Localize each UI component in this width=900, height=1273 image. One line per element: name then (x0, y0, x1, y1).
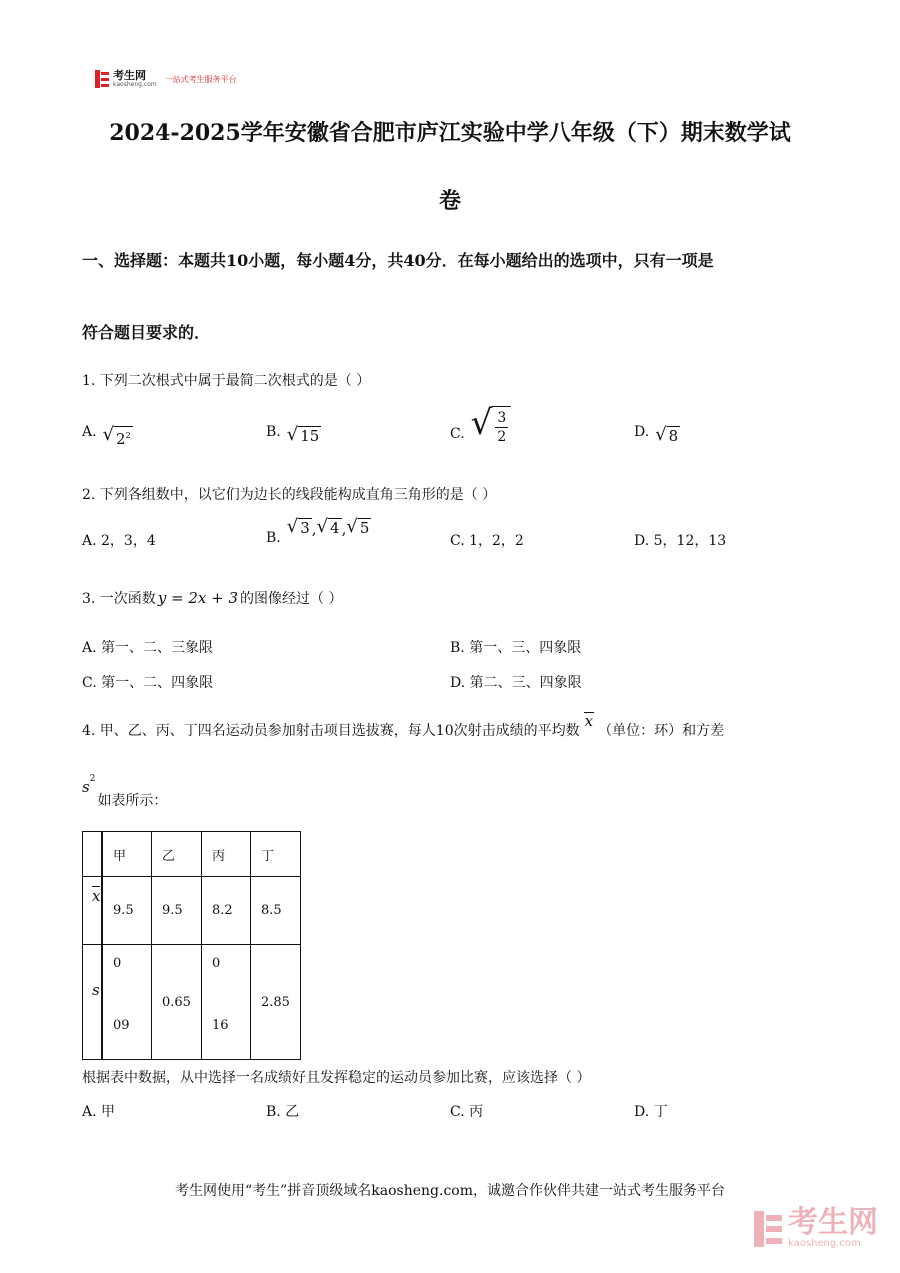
q1-a-sqrt (103, 426, 133, 448)
table-row-label-s: s (92, 981, 100, 999)
q2-b-v3: 5 (359, 519, 370, 537)
q1-b-value: 15 (300, 427, 320, 445)
page-title-line2: 卷 (438, 188, 461, 214)
q2-b-label: B. (266, 530, 281, 546)
page-title-line1: 2024-2025学年安徽省合肥市庐江实验中学八年级（下）期末数学试 (109, 120, 791, 146)
table-cell-mean-jia: 9.5 (102, 877, 152, 945)
sqrt-icon: √ (102, 424, 115, 445)
table-cell-var-bing (201, 945, 250, 1060)
logo-domain: kaosheng.com (113, 81, 157, 88)
table-row-mean (83, 877, 301, 945)
watermark-domain: kaosheng.com (788, 1238, 861, 1249)
table-corner-cell (83, 832, 103, 877)
sqrt-icon: √ (316, 516, 329, 537)
q1-option-b[interactable] (266, 424, 321, 445)
table-row-label-xbar: x (92, 887, 101, 905)
q4-stem-line2 (82, 774, 168, 810)
q3-option-b[interactable]: B. 第一、三、四象限 (450, 640, 582, 656)
table-row-variance (83, 945, 301, 1060)
q1-c-denominator: 2 (497, 429, 507, 445)
table-cell-var-yi: 0.65 (152, 945, 202, 1060)
q2-b-v1: 3 (300, 519, 310, 537)
q4-data-table (82, 831, 301, 1060)
q4-s-exp: 2 (89, 774, 96, 784)
table-cell-var-jia-bottom: 09 (113, 1018, 130, 1033)
logo-icon (95, 70, 109, 88)
table-cell-mean-yi: 9.5 (152, 877, 202, 945)
q4-xbar: x (584, 712, 594, 730)
q1-b-label: B. (266, 424, 281, 440)
watermark-text: 考生网 (788, 1205, 878, 1240)
q4-option-b[interactable]: B. 乙 (266, 1104, 300, 1120)
q4-option-c[interactable]: C. 丙 (450, 1104, 484, 1120)
q1-d-value: 8 (668, 427, 679, 445)
table-cell-var-ding: 2.85 (250, 945, 300, 1060)
q1-option-a[interactable] (82, 424, 133, 448)
q1-d-sqrt (655, 426, 680, 445)
sqrt-icon: √ (286, 424, 299, 445)
table-header-bing: 丙 (201, 832, 250, 877)
q2-b-v2: 4 (330, 519, 340, 537)
table-header-yi: 乙 (152, 832, 202, 877)
q4-option-a[interactable]: A. 甲 (82, 1104, 116, 1120)
table-cell-var-bing-top: 0 (211, 956, 221, 971)
watermark (754, 1205, 878, 1249)
sqrt-icon: √ (470, 403, 493, 443)
logo-slogan: 一站式考生服务平台 (164, 74, 237, 84)
q3-formula: y = 2x + 3 (157, 589, 239, 607)
q1-c-numerator: 3 (497, 410, 507, 426)
page-footer: 考生网使用“考生”拼音顶级域名kaosheng.com，诚邀合作伙伴共建一站式考生服务平台 (174, 1183, 726, 1199)
watermark-logo-icon (754, 1211, 782, 1247)
sqrt-icon: √ (346, 516, 358, 537)
table-header-row (83, 832, 301, 877)
q1-stem: 1. 下列二次根式中属于最简二次根式的是（ ） (82, 373, 371, 389)
q4-option-d[interactable]: D. 丁 (634, 1104, 668, 1120)
q3-stem-pre: 3. 一次函数 (82, 591, 156, 607)
sqrt-icon: √ (286, 516, 299, 537)
q4-stem-mid: （单位：环）和方差 (598, 723, 725, 739)
table-cell-var-bing-bottom: 16 (211, 1018, 229, 1033)
q2-option-c[interactable]: C. 1，2，2 (450, 533, 524, 549)
q1-d-label: D. (634, 424, 650, 440)
logo-name: 考生网 (113, 69, 146, 82)
q2-b-comma2: , (341, 520, 347, 538)
table-header-ding: 丁 (250, 832, 300, 877)
q3-option-c[interactable]: C. 第一、二、四象限 (82, 675, 214, 691)
q4-stem-post: 如表所示： (97, 793, 168, 809)
table-cell-mean-ding: 8.5 (250, 877, 300, 945)
q2-b-comma1: , (311, 520, 317, 538)
q4-s: s (82, 778, 90, 796)
q2-option-b[interactable] (266, 518, 371, 546)
q4-stem-line1 (82, 712, 724, 740)
table-cell-var-jia-top: 0 (113, 956, 122, 971)
sqrt-icon: √ (655, 424, 667, 445)
q1-c-label: C. (450, 426, 465, 442)
q1-option-d[interactable] (634, 424, 680, 445)
q1-option-c[interactable] (450, 400, 511, 446)
q4-question: 根据表中数据，从中选择一名成绩好且发挥稳定的运动员参加比赛，应该选择（ ） (82, 1070, 591, 1086)
section-header-line2: 符合题目要求的． (82, 323, 211, 342)
q4-stem-pre: 4. 甲、乙、丙、丁四名运动员参加射击项目选拔赛，每人10次射击成绩的平均数 (82, 723, 580, 739)
q1-a-label: A. (82, 424, 97, 440)
q2-option-a[interactable]: A. 2，3，4 (82, 533, 156, 549)
q1-b-sqrt (287, 426, 322, 445)
q2-b-values (287, 518, 372, 540)
section-header-line1: 一、选择题：本题共10小题，每小题4分，共40分．在每小题给出的选项中，只有一项是 (82, 251, 714, 270)
header-logo (95, 70, 237, 88)
q3-stem-post: 的图像经过（ ） (240, 591, 343, 607)
table-cell-var-jia (102, 945, 152, 1060)
table-cell-mean-bing: 8.2 (201, 877, 250, 945)
q1-a-exp: 2 (125, 431, 131, 440)
q1-a-base: 2 (116, 430, 126, 448)
q1-c-sqrt (471, 400, 512, 446)
q3-option-d[interactable]: D. 第二、三、四象限 (450, 675, 582, 691)
q3-stem (82, 588, 343, 608)
q2-stem: 2. 下列各组数中，以它们为边长的线段能构成直角三角形的是（ ） (82, 487, 497, 503)
table-header-jia: 甲 (102, 832, 152, 877)
q3-option-a[interactable]: A. 第一、二、三象限 (82, 640, 214, 656)
q2-option-d[interactable]: D. 5，12，13 (634, 533, 727, 549)
